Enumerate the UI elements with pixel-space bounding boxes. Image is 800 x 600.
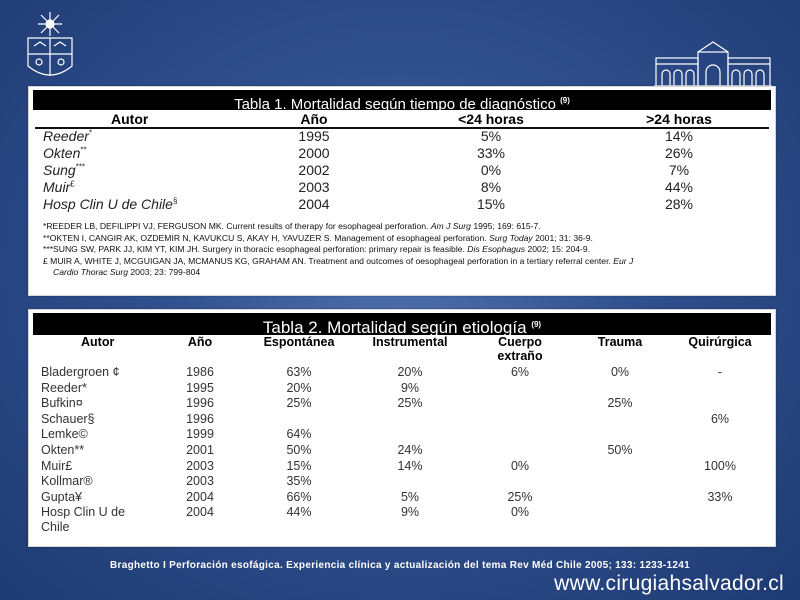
table-1-cell-gt24: 26% xyxy=(664,145,694,161)
table-2-cell-ins: 20% xyxy=(397,365,423,379)
table-2-cell-esp: 15% xyxy=(286,458,312,473)
table-2-cell-anio: 1996 xyxy=(186,411,214,426)
table-2-cell-anio: 2004 xyxy=(186,505,214,520)
table-2-cell-anio: 2003 xyxy=(186,474,214,489)
table-2-cell-anio: 1986 xyxy=(186,365,214,379)
hospital-building-logo xyxy=(652,38,774,88)
reference-1: *REEDER LB, DEFILIPPI VJ, FERGUSON MK. Current results of therapy for esophageal perforation. Am J Surg 1995; 169: 615-7. xyxy=(43,221,541,231)
table-2-cell-ins: 9% xyxy=(400,380,420,395)
table-2-cell-qui: 6% xyxy=(710,411,730,426)
table-2-title: Tabla 2. Mortalidad según etiología $^{(9)}$ xyxy=(33,313,771,335)
table-2-cell-esp: 66% xyxy=(286,489,312,504)
table-1-cell-lt24: 15% xyxy=(476,196,506,212)
table-2-cell-qui: 100% xyxy=(704,458,736,473)
table-1-header-autor: Autor xyxy=(111,111,149,127)
table-2-cell-ins: 9% xyxy=(400,505,420,520)
table-1-header-rule xyxy=(35,127,769,129)
table-2-cell-anio: 1995 xyxy=(186,380,214,395)
table-2-cell-anio: 2004 xyxy=(186,489,214,504)
table-2-cell-esp: 64% xyxy=(286,427,312,442)
university-seal-logo xyxy=(22,10,78,86)
table-2-cell-tra: 25% xyxy=(607,396,633,411)
reference-2: **OKTEN I, CANGIR AK, OZDEMIR N, KAVUKCU S, AKAY H, YAVUZER S. Management of esophageal perforation. Surg Today 2001; 31: 36-9. xyxy=(43,232,593,243)
website-url: www.cirugiahsalvador.cl xyxy=(554,572,784,595)
citation-footer: Braghetto I Perforación esofágica. Experiencia clínica y actualización del tema Rev Méd Chile 2005; 133: 1233-1241 xyxy=(110,560,690,571)
table-1-cell-lt24: 0% xyxy=(480,162,502,178)
table-1-cell-anio: 1995 xyxy=(298,128,330,144)
table-1-cell-lt24: 8% xyxy=(480,179,502,195)
table-1-header-gt24: >24 horas xyxy=(646,111,712,127)
table-2-cell-anio: 2001 xyxy=(186,443,214,457)
table-2-cell-cue: 0% xyxy=(510,458,530,473)
table-2-cell-autor: Okten** xyxy=(41,443,85,457)
table-2-header-qui: Quirúrgica xyxy=(688,335,752,349)
table-2-cell-tra: 50% xyxy=(607,443,633,457)
table-1-header-anio: Año xyxy=(300,111,328,127)
table-2-header-cue: Cuerpo extraño xyxy=(497,335,543,363)
table-2-cell-autor: Bladergroen ¢ xyxy=(41,365,120,379)
table-1-cell-anio: 2002 xyxy=(298,162,330,178)
table-1-cell-anio: 2000 xyxy=(298,145,330,161)
table-1-header-lt24: <24 horas xyxy=(458,111,524,127)
table-2-cell-cue: 25% xyxy=(507,489,533,504)
table-2-cell-autor: Schauer§ xyxy=(41,411,95,426)
table-1-title: Tabla 1. Mortalidad según tiempo de diagnóstico $^{(9)}$ xyxy=(33,90,771,110)
table-2-cell-anio: 2003 xyxy=(186,458,214,473)
reference-3: ***SUNG SW, PARK JJ, KIM YT, KIM JH. Surgery in thoracic esophageal perforation: primary repair is feasible. Dis Esophagus 2002; 15: 204-9. xyxy=(43,244,591,255)
table-2-cell-autor: Gupta¥ xyxy=(41,489,83,504)
table-1-cell-lt24: 5% xyxy=(480,128,502,144)
table-1-panel xyxy=(28,86,776,296)
table-1-cell-gt24: 7% xyxy=(668,162,690,178)
table-2-cell-esp: 44% xyxy=(286,505,312,520)
table-2-header-autor: Autor xyxy=(81,335,115,349)
table-2-cell-autor: Bufkin¤ xyxy=(41,396,83,411)
table-1-cell-autor: Sung*** xyxy=(43,162,86,178)
table-2-cell-autor: Kollmar® xyxy=(41,474,93,489)
table-2-cell-ins: 25% xyxy=(397,396,423,411)
table-1-references xyxy=(43,221,771,279)
table-1-cell-gt24: 14% xyxy=(664,128,694,144)
table-2-cell-tra: 0% xyxy=(610,365,630,379)
table-2-cell-ins: 5% xyxy=(400,489,420,504)
table-1-cell-gt24: 44% xyxy=(664,179,694,195)
table-2-cell-autor: Muir£ xyxy=(41,458,73,473)
reference-4: £ MUIR A, WHITE J, MCGUIGAN JA, MCMANUS KG, GRAHAM AN. Treatment and outcomes of oesophageal perforation in a tertiary referral center. Eur J xyxy=(43,255,634,266)
table-2-cell-esp: 25% xyxy=(286,396,312,411)
table-1-cell-autor: Reeder* xyxy=(43,128,93,144)
table-2-header-esp: Espontánea xyxy=(263,335,335,349)
table-2-cell-esp: 20% xyxy=(286,380,312,395)
table-2-cell-ins: 14% xyxy=(397,458,423,473)
table-2-header-anio: Año xyxy=(187,335,213,349)
table-1-cell-anio: 2003 xyxy=(298,179,330,195)
table-2-cell-cue: 6% xyxy=(510,365,530,379)
table-2-cell-autor: Lemke© xyxy=(41,427,88,442)
table-1-cell-lt24: 33% xyxy=(476,145,506,161)
table-2-cell-qui: 33% xyxy=(707,489,733,504)
table-2-cell-ins: 24% xyxy=(397,443,423,457)
reference-4-continued: Cardio Thorac Surg 2003; 23: 799-804 xyxy=(53,267,201,278)
table-2-header-tra: Trauma xyxy=(597,335,643,349)
table-2-cell-anio: 1996 xyxy=(186,396,214,411)
table-2-cell-esp: 50% xyxy=(286,443,312,457)
table-2-cell-autor: Hosp Clin U de Chile xyxy=(41,505,126,535)
table-1-cell-autor: Okten** xyxy=(43,145,87,161)
table-2-cell-esp: 35% xyxy=(286,474,312,489)
table-2-cell-anio: 1999 xyxy=(186,427,214,442)
table-2-cell-cue: 0% xyxy=(510,505,530,520)
table-2-panel xyxy=(28,309,776,547)
table-1-cell-anio: 2004 xyxy=(298,196,330,212)
table-2-cell-esp: 63% xyxy=(286,365,312,379)
table-1-cell-gt24: 28% xyxy=(664,196,694,212)
table-2-cell-qui: - xyxy=(717,365,723,379)
table-2-cell-autor: Reeder* xyxy=(41,380,87,395)
table-1-cell-autor: Muir£ xyxy=(43,179,75,195)
table-1-cell-autor: Hosp Clin U de Chile§ xyxy=(43,196,178,212)
table-2-header-ins: Instrumental xyxy=(372,335,448,349)
